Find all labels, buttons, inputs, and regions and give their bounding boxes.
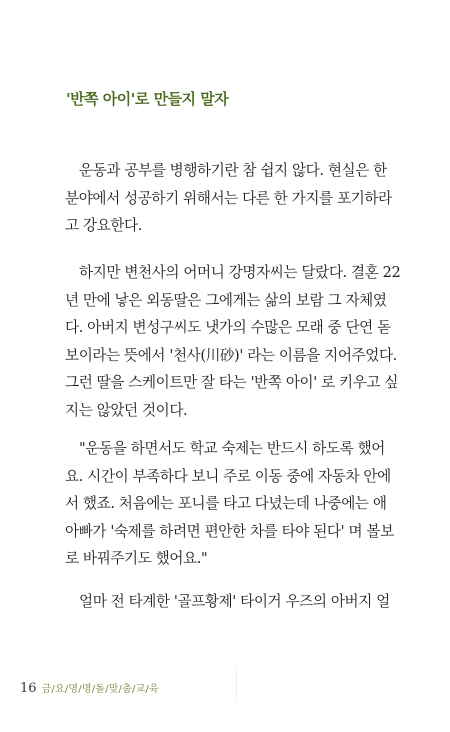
running-title: 금/요/명/명/돌/맞/춤/교/육 <box>41 684 159 695</box>
text-line: 하지만 변천사의 어머니 강명자씨는 달랐다. 결혼 22 <box>79 264 401 281</box>
text-line: 고 강요한다. <box>65 217 142 235</box>
text-line: 아빠가 '숙제를 하려면 편안한 차를 타야 된다' 며 볼보 <box>65 522 394 540</box>
text-line: 분야에서 성공하기 위해서는 다른 한 가지를 포기하라 <box>65 189 392 207</box>
text-line: 그런 딸을 스케이트만 잘 타는 '반쪽 아이' 로 키우고 싶 <box>65 374 399 392</box>
paragraph-2 <box>65 259 401 425</box>
text-line: 보이라는 뜻에서 '천사(川砂)' 라는 이름을 지어주었다. <box>65 346 397 364</box>
paragraph-1 <box>65 157 392 240</box>
text-line: 요. 시간이 부족하다 보니 주로 이동 중에 자동차 안에 <box>65 467 391 485</box>
text-line: "운동을 하면서도 학교 숙제는 반드시 하도록 했어 <box>79 440 385 457</box>
page-footer <box>20 680 159 696</box>
text-line: 운동과 공부를 병행하기란 참 쉽지 않다. 현실은 한 <box>79 162 387 179</box>
paragraph-3 <box>65 435 394 573</box>
section-heading: '반쪽 아이'로 만들지 말자 <box>66 90 229 108</box>
text-line: 지는 않았던 것이다. <box>65 401 188 419</box>
page-fold-mark <box>236 667 237 701</box>
text-line: 다. 아버지 변성구씨도 냇가의 수많은 모래 중 단연 돋 <box>65 319 391 337</box>
text-line: 얼마 전 타계한 '골프황제' 타이거 우즈의 아버지 얼 <box>79 593 390 610</box>
text-line: 서 했죠. 처음에는 포니를 타고 다녔는데 나중에는 애 <box>65 495 387 513</box>
page-number: 16 <box>20 681 37 696</box>
paragraph-4 <box>65 588 390 616</box>
text-line: 로 바꿔주기도 했어요." <box>65 550 208 568</box>
text-line: 년 만에 낳은 외동딸은 그에게는 삶의 보람 그 자체였 <box>65 291 387 309</box>
